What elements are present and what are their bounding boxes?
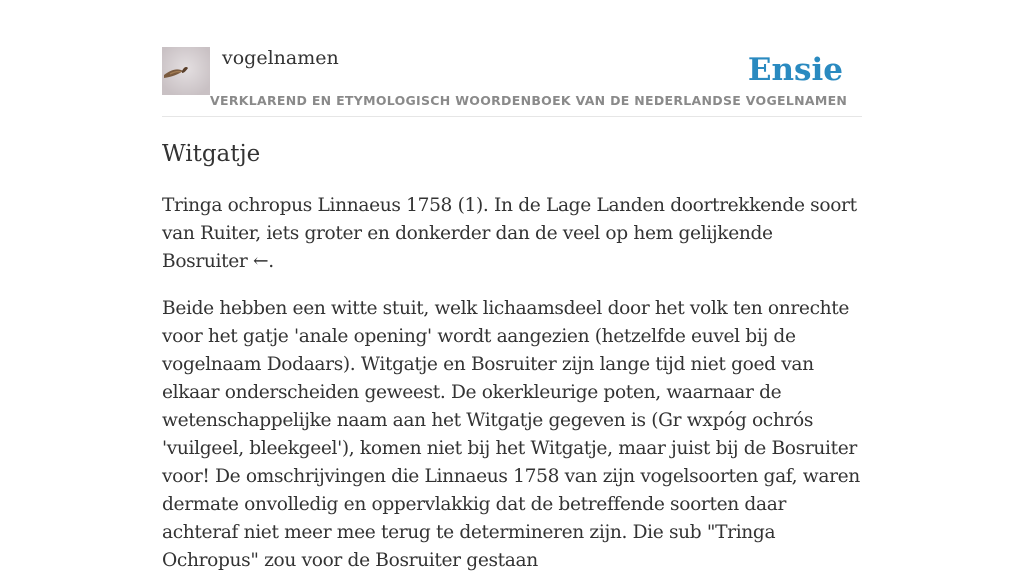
article-paragraph: Beide hebben een witte stuit, welk lichaamsdeel door het volk ten onrechte voor het gatje 'anale opening' wordt aangezien (hetzelfde euvel bij de vogelnaam Dodaars). Witgatje en Bosruiter zijn lange tijd niet goed van elkaar onderscheiden geweest. De okerkleurige poten, waarnaar de wetenschappelijke naam aan het Witgatje gegeven is (Gr wxpóg ochrós 'vuilgeel, bleekgeel'), komen niet bij het Witgatje, maar juist bij de Bosruiter voor! De omschrijvingen die Linnaeus 1758 van zijn vogelsoorten gaf, waren dermate onvolledig en oppervlakkig dat de betreffende soorten daar achteraf niet meer mee terug te determineren zijn. Die sub "Tringa Ochropus" zou voor de Bosruiter gestaan bbox=[162, 298, 860, 571]
bird-avatar-icon[interactable] bbox=[162, 47, 210, 95]
article-paragraph bbox=[162, 192, 862, 276]
site-subtitle: VERKLAREND EN ETYMOLOGISCH WOORDENBOEK VAN DE NEDERLANDSE VOGELNAMEN bbox=[210, 93, 848, 108]
site-header bbox=[162, 46, 862, 117]
paragraph-text-end: . bbox=[268, 251, 274, 272]
paragraph-text: Tringa ochropus Linnaeus 1758 (1). In de Lage Landen doortrekkende soort van Ruiter, iets groter en donkerder dan de veel op hem gelijkende Bosruiter bbox=[162, 195, 857, 272]
ensie-logo[interactable]: Ensie bbox=[747, 52, 843, 88]
arrow-left-icon[interactable]: ← bbox=[253, 251, 269, 272]
page-title: Witgatje bbox=[162, 141, 261, 167]
site-name[interactable]: vogelnamen bbox=[222, 47, 339, 69]
article bbox=[162, 138, 862, 575]
